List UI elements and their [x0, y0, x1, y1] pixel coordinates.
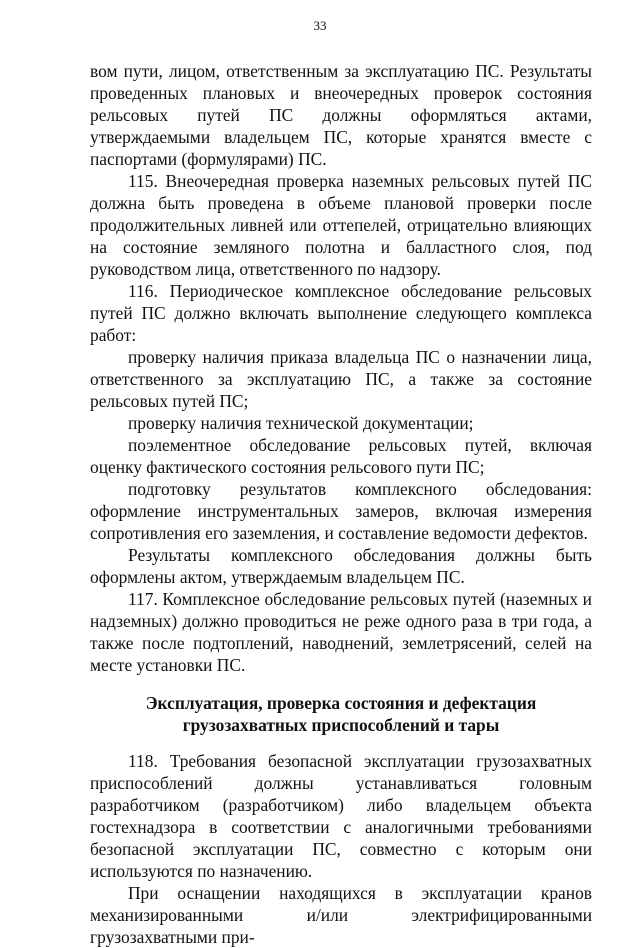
paragraph-118: 118. Требования безопасной эксплуатации грузозахватных приспособлений должны устанавливаться головным разработчиком (разработчиком) либо владельцем объекта гостехнадзора в соответствии с аналогичными требованиями безопасной эксплуатации ПС, совместно с которым они используются по назначению. [90, 751, 592, 881]
page-number: 33 [313, 18, 327, 33]
paragraph-116: 116. Периодическое комплексное обследование рельсовых путей ПС должно включать выполнение следующего комплекса работ: [90, 281, 592, 345]
list-item-element-inspection: поэлементное обследование рельсовых путей, включая оценку фактического состояния рельсового пути ПС; [90, 435, 592, 477]
list-item-order-check: проверку наличия приказа владельца ПС о назначении лица, ответственного за эксплуатацию ПС, а также за состояние рельсовых путей ПС; [90, 347, 592, 411]
paragraph-continuation: вом пути, лицом, ответственным за эксплуатацию ПС. Результаты проведенных плановых и внеочередных проверок состояния рельсовых путей ПС должны оформляться актами, утверждаемыми владельцем ПС, которые хранятся вместе с паспортами (формулярами) ПС. [90, 61, 592, 169]
section-heading-line-2: грузозахватных приспособлений и тары [182, 715, 500, 735]
list-item-documentation-check: проверку наличия технической документации; [128, 413, 474, 433]
paragraph-115: 115. Внеочередная проверка наземных рельсовых путей ПС должна быть проведена в объеме плановой проверки после продолжительных ливней или оттепелей, отрицательно влияющих на состояние земляного полотна и балластного слоя, под руководством лица, ответственного по надзору. [90, 171, 592, 279]
section-heading-line-1: Эксплуатация, проверка состояния и дефектация [145, 693, 537, 713]
paragraph-results-act: Результаты комплексного обследования должны быть оформлены актом, утверждаемым владельцем ПС. [90, 545, 592, 587]
section-heading [90, 692, 592, 736]
list-item-results-preparation: подготовку результатов комплексного обследования: оформление инструментальных замеров, включая измерения сопротивления его заземления, и составление ведомости дефектов. [90, 479, 592, 543]
document-body [90, 60, 592, 948]
paragraph-cranes-equipment: При оснащении находящихся в эксплуатации кранов механизированными и/или электрифицированными грузозахватными при- [90, 883, 592, 947]
paragraph-117: 117. Комплексное обследование рельсовых путей (наземных и надземных) должно проводиться не реже одного раза в три года, а также после подтоплений, наводнений, землетрясений, селей на месте установки ПС. [90, 589, 592, 675]
